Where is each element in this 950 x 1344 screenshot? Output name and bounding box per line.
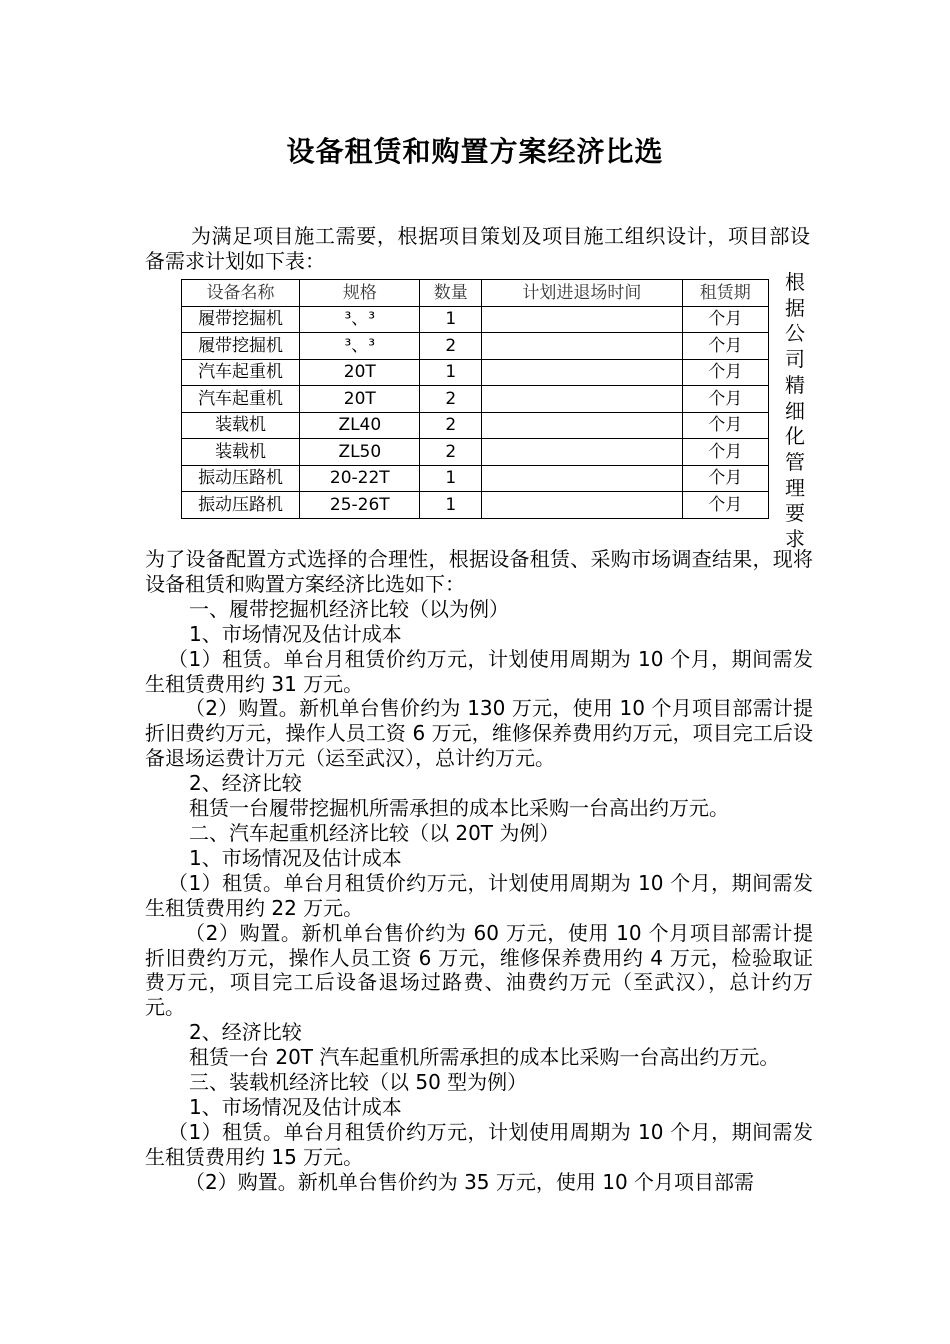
- cell-equipment-name: 履带挖掘机: [182, 333, 300, 360]
- paragraph-purpose: 为了设备配置方式选择的合理性，根据设备租赁、采购市场调查结果，现将设备租赁和购置方案经济比选如下：: [145, 547, 813, 596]
- side-char: 要: [785, 501, 805, 526]
- side-char: 公: [785, 321, 805, 346]
- cell-schedule: [482, 439, 682, 466]
- cell-schedule: [482, 359, 682, 386]
- cell-lease-period: 个月: [682, 492, 768, 519]
- document-title: 设备租赁和购置方案经济比选: [286, 135, 664, 168]
- cell-lease-period: 个月: [682, 465, 768, 492]
- cell-schedule: [482, 386, 682, 413]
- table-row: [182, 359, 769, 386]
- cell-spec: 20T: [300, 386, 420, 413]
- side-char: 细: [785, 398, 805, 423]
- cell-equipment-name: 振动压路机: [182, 492, 300, 519]
- side-char: 管: [785, 449, 805, 474]
- cell-quantity: 2: [420, 333, 482, 360]
- table-row: [182, 386, 769, 413]
- subsection-heading: 1、市场情况及估计成本: [189, 1094, 402, 1119]
- table-row: [182, 492, 769, 519]
- equipment-table: [181, 279, 769, 519]
- section-heading-1: 一、履带挖掘机经济比较（以为例）: [189, 596, 509, 621]
- side-char: 化: [785, 424, 805, 449]
- cell-lease-period: 个月: [682, 386, 768, 413]
- side-char: 司: [785, 347, 805, 372]
- cell-spec: ³、³: [300, 333, 420, 360]
- cell-quantity: 2: [420, 439, 482, 466]
- side-char: 理: [785, 475, 805, 500]
- paragraph-lease: （1）租赁。单台月租赁价约万元，计划使用周期为 10 个月，期间需发生租赁费用约 22 万元。: [145, 870, 813, 920]
- header-lease-period: 租赁期: [682, 280, 768, 307]
- intro-paragraph: 为满足项目施工需要，根据项目策划及项目施工组织设计，项目部设备需求计划如下表：: [145, 224, 810, 273]
- cell-spec: ZL40: [300, 412, 420, 439]
- cell-quantity: 1: [420, 306, 482, 333]
- header-spec: 规格: [300, 280, 420, 307]
- paragraph-purchase: （2）购置。新机单台售价约为 35 万元，使用 10 个月项目部需: [185, 1169, 755, 1194]
- side-char: 据: [785, 295, 805, 320]
- table-row: [182, 306, 769, 333]
- cell-quantity: 2: [420, 412, 482, 439]
- paragraph-conclusion: 租赁一台 20T 汽车起重机所需承担的成本比采购一台高出约万元。: [189, 1045, 780, 1070]
- subsection-heading: 2、经济比较: [189, 771, 302, 796]
- cell-schedule: [482, 492, 682, 519]
- cell-spec: 20-22T: [300, 465, 420, 492]
- cell-spec: 20T: [300, 359, 420, 386]
- document-body: [145, 547, 813, 1195]
- cell-schedule: [482, 306, 682, 333]
- cell-lease-period: 个月: [682, 333, 768, 360]
- paragraph-purchase: （2）购置。新机单台售价约为 60 万元，使用 10 个月项目部需计提折旧费约万元，操作人员工资 6 万元，维修保养费用约 4 万元，检验取证费万元，项目完工后设备退场过路费、油费约万元（至武汉），总计约万元。: [145, 920, 813, 1020]
- paragraph-lease: （1）租赁。单台月租赁价约万元，计划使用周期为 10 个月，期间需发生租赁费用约 31 万元。: [145, 646, 813, 696]
- cell-lease-period: 个月: [682, 359, 768, 386]
- cell-equipment-name: 振动压路机: [182, 465, 300, 492]
- section-heading-3: 三、装载机经济比较（以 50 型为例）: [189, 1070, 528, 1095]
- cell-lease-period: 个月: [682, 306, 768, 333]
- cell-lease-period: 个月: [682, 412, 768, 439]
- cell-spec: ZL50: [300, 439, 420, 466]
- header-schedule: 计划进退场时间: [482, 280, 682, 307]
- subsection-heading: 1、市场情况及估计成本: [189, 621, 402, 646]
- table-row: [182, 465, 769, 492]
- subsection-heading: 1、市场情况及估计成本: [189, 845, 402, 870]
- table-row: [182, 439, 769, 466]
- table-row: [182, 333, 769, 360]
- header-quantity: 数量: [420, 280, 482, 307]
- cell-equipment-name: 履带挖掘机: [182, 306, 300, 333]
- cell-spec: ³、³: [300, 306, 420, 333]
- cell-quantity: 1: [420, 359, 482, 386]
- cell-spec: 25-26T: [300, 492, 420, 519]
- cell-quantity: 2: [420, 386, 482, 413]
- table-row: [182, 412, 769, 439]
- side-vertical-text: [781, 270, 809, 553]
- cell-quantity: 1: [420, 465, 482, 492]
- cell-schedule: [482, 465, 682, 492]
- cell-equipment-name: 汽车起重机: [182, 386, 300, 413]
- section-heading-2: 二、汽车起重机经济比较（以 20T 为例）: [189, 820, 560, 845]
- cell-equipment-name: 汽车起重机: [182, 359, 300, 386]
- cell-lease-period: 个月: [682, 439, 768, 466]
- table-header-row: [182, 280, 769, 307]
- side-char: 求: [785, 527, 805, 552]
- cell-equipment-name: 装载机: [182, 412, 300, 439]
- side-char: 根: [785, 270, 805, 294]
- cell-schedule: [482, 333, 682, 360]
- paragraph-purchase: （2）购置。新机单台售价约为 130 万元，使用 10 个月项目部需计提折旧费约万元，操作人员工资 6 万元，维修保养费用约万元，项目完工后设备退场运费计万元（运至武汉），总计约万元。: [145, 696, 813, 771]
- side-char: 精: [785, 372, 805, 397]
- cell-quantity: 1: [420, 492, 482, 519]
- cell-equipment-name: 装载机: [182, 439, 300, 466]
- subsection-heading: 2、经济比较: [189, 1020, 302, 1045]
- cell-schedule: [482, 412, 682, 439]
- header-equipment-name: 设备名称: [182, 280, 300, 307]
- paragraph-conclusion: 租赁一台履带挖掘机所需承担的成本比采购一台高出约万元。: [189, 796, 729, 821]
- paragraph-lease: （1）租赁。单台月租赁价约万元，计划使用周期为 10 个月，期间需发生租赁费用约 15 万元。: [145, 1119, 813, 1169]
